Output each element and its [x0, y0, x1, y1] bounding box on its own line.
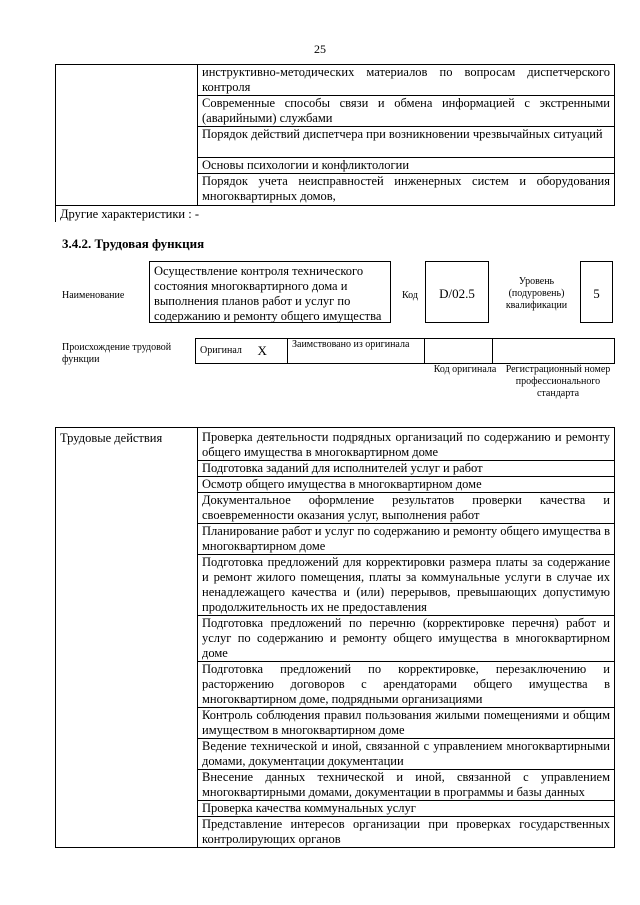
- labor-actions-table: [55, 427, 615, 848]
- function-name: Осуществление контроля технического состояния многоквартирного дома и выполнения планов работ и услуг по содержанию и ремонту общего имущества: [149, 261, 391, 323]
- origin-label: Происхождение трудовой функции: [62, 342, 172, 365]
- level-label: Уровень (подуровень) квалификации: [505, 276, 568, 311]
- borrowed-label: Заимствовано из оригинала: [288, 339, 425, 364]
- labor-action-item: Ведение технической и иной, связанной с управлением многоквартирными домами, документации документации: [198, 739, 615, 770]
- table-cell: Порядок действий диспетчера при возникновении чрезвычайных ситуаций: [198, 127, 615, 158]
- table-cell: Современные способы связи и обмена информацией с экстренными (аварийными) службами: [198, 96, 615, 127]
- labor-action-item: Планирование работ и услуг по содержанию и ремонту общего имущества в многоквартирном доме: [198, 524, 615, 555]
- table-row: [56, 206, 615, 223]
- table-cell: Основы психологии и конфликтологии: [198, 158, 615, 174]
- table-row: [56, 428, 615, 461]
- table-cell: Порядок учета неисправностей инженерных систем и оборудования многоквартирных домов,: [198, 174, 615, 206]
- labor-action-item: Осмотр общего имущества в многоквартирном доме: [198, 477, 615, 493]
- table-row: [196, 339, 615, 364]
- labor-action-item: Контроль соблюдения правил пользования жилыми помещениями и общим имуществом в многоквартирном доме: [198, 708, 615, 739]
- labor-action-item: Подготовка предложений для корректировки размера платы за содержание и ремонт жилого помещения, платы за коммунальные услуги в случае их ненадлежащего качества и (или) перерывов, превышающих допустимую продолжительность их не предоставления: [198, 555, 615, 616]
- original-label: Оригинал: [196, 339, 254, 364]
- other-characteristics: Другие характеристики : -: [56, 206, 615, 223]
- labor-action-item: Внесение данных технической и иной, связанной с управлением многоквартирными домами, документации в программы и базы данных: [198, 770, 615, 801]
- origin-code-caption: Код оригинала: [433, 364, 497, 375]
- table-row: [56, 65, 615, 96]
- name-label: Наименование: [62, 290, 125, 301]
- origin-table: [195, 338, 615, 364]
- labor-actions-label: Трудовые действия: [56, 428, 198, 848]
- labor-action-item: Проверка деятельности подрядных организаций по содержанию и ремонту общего имущества в многоквартирном доме: [198, 428, 615, 461]
- labor-action-item: Документальное оформление результатов проверки качества и своевременности оказания услуг, выполнения работ: [198, 493, 615, 524]
- labor-action-item: Проверка качества коммунальных услуг: [198, 801, 615, 817]
- knowledge-table: [55, 64, 615, 222]
- code-label: Код: [402, 290, 418, 301]
- function-code: D/02.5: [425, 261, 489, 323]
- labor-action-item: Подготовка предложений по корректировке, перезаключению и расторжению договоров с арендаторами общего имущества в многоквартирном доме, подрядными организациями: [198, 662, 615, 708]
- labor-action-item: Подготовка заданий для исполнителей услуг и работ: [198, 461, 615, 477]
- section-title: 3.4.2. Трудовая функция: [62, 236, 205, 251]
- original-mark: X: [254, 339, 288, 364]
- level-value: 5: [580, 261, 613, 323]
- page-number: 25: [314, 42, 326, 56]
- origin-reg-cell: [493, 339, 615, 364]
- labor-action-item: Представление интересов организации при проверках государственных контролирующих органов: [198, 817, 615, 848]
- origin-code-cell: [425, 339, 493, 364]
- labor-action-item: Подготовка предложений по перечню (корректировке перечня) работ и услуг по содержанию и ремонту общего имущества в многоквартирном доме: [198, 616, 615, 662]
- table-label-cell: [56, 65, 198, 206]
- table-cell: инструктивно-методических материалов по вопросам диспетчерского контроля: [198, 65, 615, 96]
- origin-reg-caption: Регистрационный номер профессионального стандарта: [505, 364, 611, 399]
